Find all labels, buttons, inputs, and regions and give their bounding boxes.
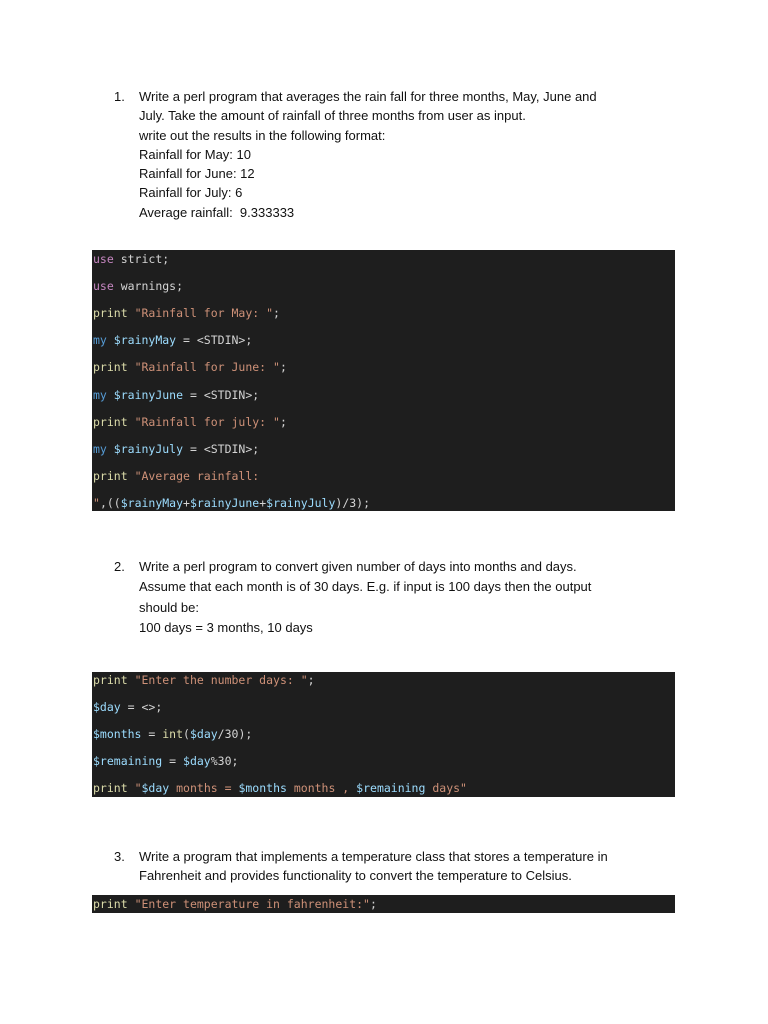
code-token: print <box>93 781 128 795</box>
question-text <box>139 847 674 886</box>
question-number: 1. <box>114 89 125 104</box>
question-line: Write a perl program to convert given number of days into months and days. <box>139 559 577 574</box>
code-token <box>128 306 135 320</box>
code-line <box>93 781 467 795</box>
code-token <box>128 673 135 687</box>
code-token: $rainyJune <box>189 495 260 510</box>
code-token: /30); <box>217 727 253 741</box>
code-token: $day <box>189 727 218 741</box>
question-line: Assume that each month is of 30 days. E.g. if input is 100 days then the output <box>139 579 592 595</box>
code-line <box>93 360 287 374</box>
question-line: 100 days = 3 months, 10 days <box>139 619 313 635</box>
code-token: ,(( <box>99 495 121 510</box>
code-token: = <STDIN>; <box>183 441 260 456</box>
code-token: use <box>93 279 114 294</box>
question-line: Write a perl program that averages the rain fall for three months, May, June and <box>139 89 597 104</box>
question-3 <box>114 847 674 886</box>
code-token: my <box>93 387 107 402</box>
code-line <box>93 442 259 456</box>
code-token <box>128 415 135 429</box>
question-text <box>139 87 674 222</box>
code-token: use <box>93 252 114 266</box>
code-token: = <box>141 727 163 741</box>
code-token <box>107 333 114 347</box>
question-number: 3. <box>114 849 125 864</box>
code-token: %30; <box>210 754 239 768</box>
question-line: Rainfall for May: 10 <box>139 146 251 162</box>
code-token: ; <box>369 897 377 911</box>
code-line <box>93 279 183 293</box>
code-token: print <box>93 468 128 483</box>
question-2 <box>114 557 674 638</box>
code-token <box>128 469 135 483</box>
question-line: write out the results in the following format: <box>139 127 386 143</box>
code-token: $rainyJuly <box>266 495 336 510</box>
code-token <box>128 781 135 795</box>
question-line: Fahrenheit and provides functionality to convert the temperature to Celsius. <box>139 868 572 884</box>
code-line <box>93 897 377 911</box>
code-token: $rainyMay <box>120 495 184 510</box>
code-token <box>128 897 135 911</box>
code-token: "Enter temperature in fahrenheit:" <box>134 897 370 911</box>
question-line: should be: <box>139 599 199 615</box>
code-token: $months <box>238 781 287 795</box>
code-line <box>93 754 238 768</box>
code-token: my <box>93 333 107 348</box>
code-token: = <STDIN>; <box>176 333 253 348</box>
question-line: Average rainfall: 9.333333 <box>139 204 295 220</box>
code-line <box>93 727 252 741</box>
code-token: ( <box>183 727 190 741</box>
code-token: ; <box>279 360 287 375</box>
question-number: 2. <box>114 559 125 574</box>
code-token: months , <box>286 781 357 795</box>
code-token: $day <box>141 781 170 795</box>
code-token: $rainyJune <box>113 387 184 402</box>
code-line <box>93 700 162 714</box>
code-token: "Enter the number days: " <box>134 673 308 687</box>
code-token <box>107 442 114 456</box>
code-token: print <box>93 414 128 429</box>
code-token: ; <box>273 306 280 321</box>
question-line: Write a program that implements a temperature class that stores a temperature in <box>139 849 608 864</box>
code-token: = <box>162 754 184 768</box>
question-line: Rainfall for June: 12 <box>139 166 255 182</box>
code-token: print <box>93 360 128 375</box>
code-line <box>93 306 280 320</box>
code-token: ; <box>307 673 315 687</box>
code-token: " <box>93 495 100 510</box>
code-line <box>93 469 259 483</box>
code-token: + <box>183 495 190 510</box>
code-token: warnings; <box>113 279 184 294</box>
code-token: my <box>93 441 107 456</box>
question-text <box>139 557 674 638</box>
code-token: + <box>259 495 267 510</box>
code-token: = <>; <box>120 700 163 714</box>
code-token <box>107 388 114 402</box>
code-block-2 <box>92 672 675 797</box>
code-token <box>128 360 135 374</box>
code-token: print <box>93 673 128 687</box>
code-line <box>93 333 252 347</box>
code-line <box>93 252 169 266</box>
code-token: "Rainfall for july: " <box>134 414 280 429</box>
code-token: $day <box>183 754 211 768</box>
code-block-1 <box>92 250 675 511</box>
code-token: $remaining <box>356 781 426 795</box>
code-token: days" <box>425 781 467 795</box>
code-line <box>93 673 315 687</box>
question-line: Rainfall for July: 6 <box>139 185 243 201</box>
code-token: $remaining <box>93 754 163 768</box>
code-token: "Average rainfall: <box>134 468 260 483</box>
code-block-3 <box>92 895 675 913</box>
code-token: $rainyMay <box>113 333 177 348</box>
code-token: )/3); <box>335 495 371 510</box>
code-token: ; <box>279 414 287 429</box>
code-token: print <box>93 897 128 911</box>
code-token: " <box>134 781 142 795</box>
code-token: strict; <box>113 252 170 266</box>
code-token: int <box>162 727 184 741</box>
question-line: July. Take the amount of rainfall of three months from user as input. <box>139 108 526 124</box>
code-token: "Rainfall for May: " <box>134 306 274 321</box>
code-line <box>93 496 370 510</box>
code-token: $months <box>93 727 142 741</box>
code-token: months = <box>169 781 239 795</box>
code-line <box>93 415 287 429</box>
code-token: $rainyJuly <box>113 441 184 456</box>
code-token: "Rainfall for June: " <box>134 360 280 375</box>
code-token: $day <box>93 700 121 714</box>
question-1 <box>114 87 674 222</box>
code-token: print <box>93 306 128 321</box>
code-line <box>93 388 259 402</box>
code-token: = <STDIN>; <box>183 387 260 402</box>
